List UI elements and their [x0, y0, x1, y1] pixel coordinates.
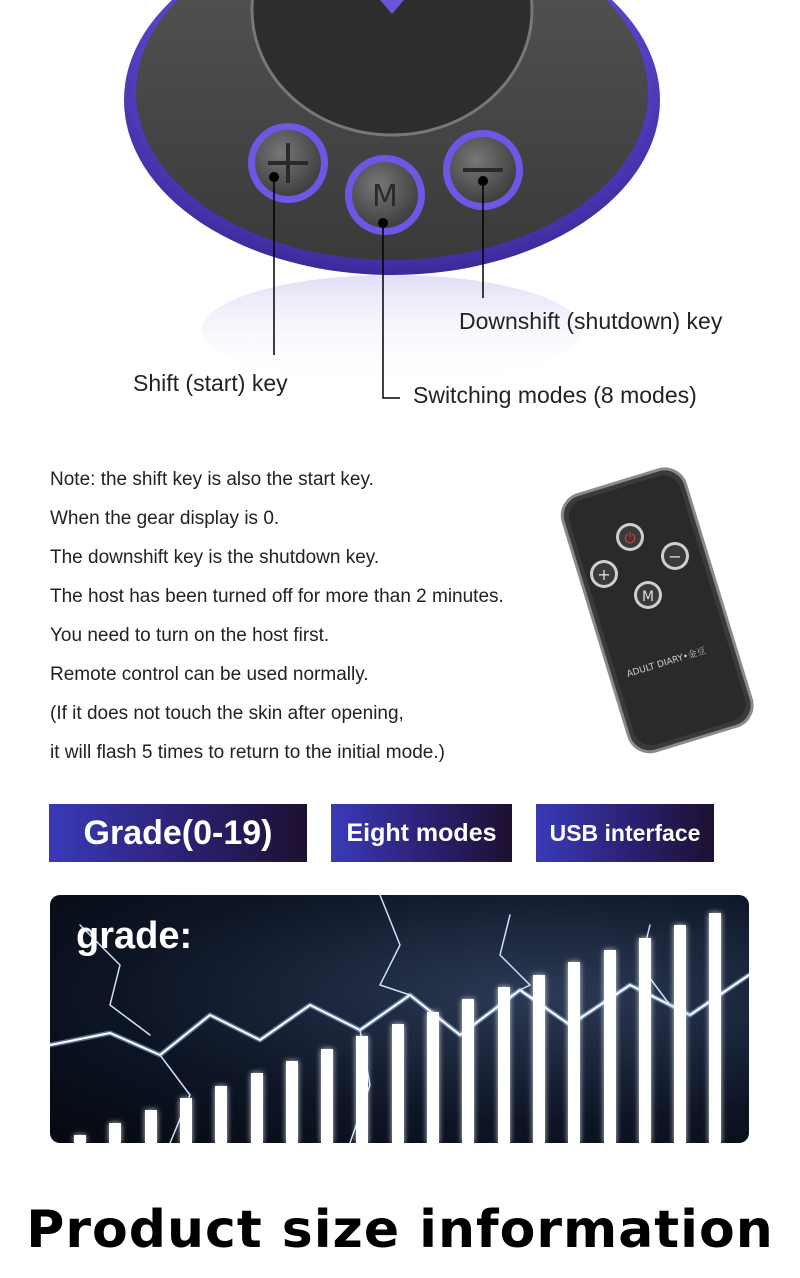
grade-bar	[286, 1061, 298, 1143]
grade-bar	[145, 1110, 157, 1143]
svg-text:+: +	[597, 565, 611, 584]
device-illustration	[0, 0, 800, 430]
feature-modes: Eight modes	[331, 804, 512, 862]
grade-bar	[462, 999, 474, 1143]
grade-bar	[251, 1073, 263, 1143]
grade-bar	[180, 1098, 192, 1143]
grade-bar	[674, 925, 686, 1143]
note-line: Remote control can be used normally.	[50, 664, 369, 685]
remote-control	[555, 465, 755, 755]
grade-label: grade:	[76, 915, 193, 957]
grade-bar	[604, 950, 616, 1143]
remote-power-button	[616, 523, 644, 551]
remote-mode-button	[634, 581, 662, 609]
grade-bar	[533, 975, 545, 1143]
note-line: The downshift key is the shutdown key.	[50, 547, 380, 568]
note-line: (If it does not touch the skin after opening,	[50, 703, 404, 724]
feature-usb: USB interface	[536, 804, 714, 862]
grade-bar	[74, 1135, 86, 1143]
grade-bar	[356, 1036, 368, 1143]
remote-minus-button	[661, 542, 689, 570]
note-line: When the gear display is 0.	[50, 508, 280, 529]
svg-text:M: M	[372, 179, 398, 214]
note-line: The host has been turned off for more than 2 minutes.	[50, 586, 504, 607]
remote-plus-button	[590, 560, 618, 588]
downshift-callout: Downshift (shutdown) key	[459, 308, 723, 334]
svg-text:M: M	[641, 589, 655, 605]
remote-brand-label: ADULT DIARY•金豆	[625, 646, 708, 680]
grade-bars	[50, 895, 749, 1143]
note-line: You need to turn on the host first.	[50, 625, 330, 646]
grade-bar	[109, 1123, 121, 1143]
switching-callout: Switching modes (8 modes)	[413, 382, 697, 408]
grade-panel	[50, 895, 749, 1143]
note-line: Note: the shift key is also the start key.	[50, 469, 374, 490]
grade-bar	[498, 987, 510, 1143]
note-line: it will flash 5 times to return to the initial mode.)	[50, 742, 445, 763]
grade-bar	[568, 962, 580, 1143]
shift-callout: Shift (start) key	[133, 370, 288, 396]
grade-bar	[427, 1012, 439, 1143]
grade-bar	[639, 938, 651, 1143]
section-title: Product size information	[26, 1200, 774, 1260]
grade-bar	[709, 913, 721, 1143]
feature-grade: Grade(0-19)	[49, 804, 307, 862]
grade-bar	[215, 1086, 227, 1143]
shift-button-graphic	[248, 123, 328, 203]
grade-bar	[392, 1024, 404, 1143]
grade-bar	[321, 1049, 333, 1143]
power-icon: ⏻	[624, 531, 636, 547]
svg-text:−: −	[668, 547, 682, 566]
